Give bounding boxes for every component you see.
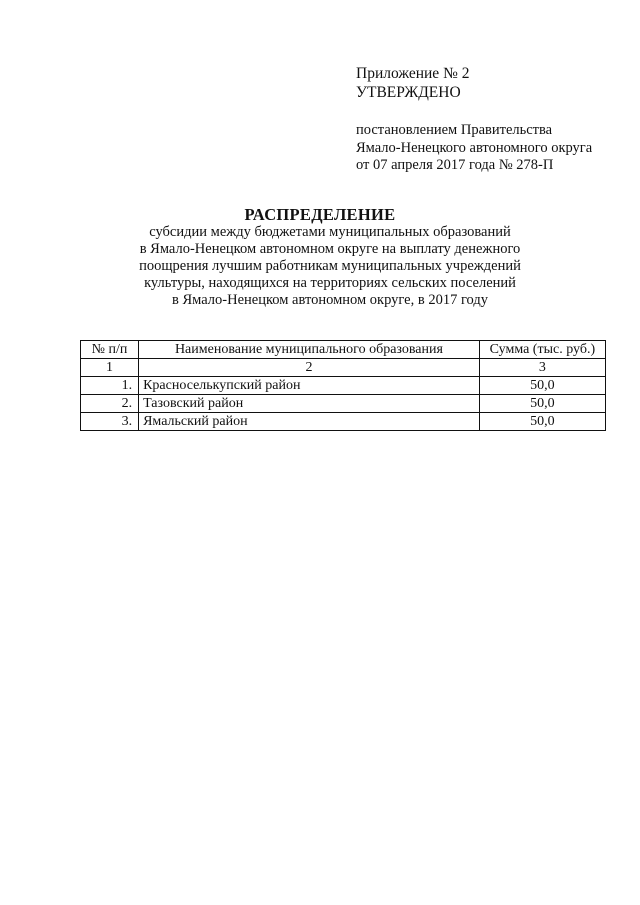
table-header-row xyxy=(81,341,606,359)
index-cell-3: 3 xyxy=(479,359,605,377)
header-num: № п/п xyxy=(81,341,139,359)
decree-line-2: Ямало-Ненецкого автономного округа xyxy=(356,139,593,156)
header-name: Наименование муниципального образования xyxy=(139,341,480,359)
row-sum: 50,0 xyxy=(479,377,605,395)
distribution-table xyxy=(80,340,606,431)
table-row xyxy=(81,413,606,431)
table-row xyxy=(81,395,606,413)
document-title: РАСПРЕДЕЛЕНИЕ xyxy=(244,205,396,224)
subtitle-line-3: поощрения лучшим работникам муниципальных учреждений xyxy=(139,258,521,274)
row-name: Красноселькупский район xyxy=(139,377,480,395)
row-num: 2. xyxy=(81,395,139,413)
appendix-header xyxy=(356,64,606,102)
table-index-row xyxy=(81,359,606,377)
subtitle-line-1: субсидии между бюджетами муниципальных образований xyxy=(149,224,511,240)
decree-reference xyxy=(356,122,616,175)
document-subtitle xyxy=(120,224,540,309)
row-sum: 50,0 xyxy=(479,413,605,431)
approved-label: УТВЕРЖДЕНО xyxy=(356,84,461,101)
header-sum: Сумма (тыс. руб.) xyxy=(479,341,605,359)
row-name: Тазовский район xyxy=(139,395,480,413)
index-cell-1: 1 xyxy=(81,359,139,377)
subtitle-line-4: культуры, находящихся на территориях сельских поселений xyxy=(144,275,516,291)
row-num: 1. xyxy=(81,377,139,395)
row-name: Ямальский район xyxy=(139,413,480,431)
index-cell-2: 2 xyxy=(139,359,480,377)
subtitle-line-2: в Ямало-Ненецком автономном округе на выплату денежного xyxy=(139,241,521,257)
row-sum: 50,0 xyxy=(479,395,605,413)
decree-line-1: постановлением Правительства xyxy=(356,122,553,138)
subtitle-line-5: в Ямало-Ненецком автономном округе, в 2017 году xyxy=(172,292,488,308)
row-num: 3. xyxy=(81,413,139,431)
decree-line-3: от 07 апреля 2017 года № 278-П xyxy=(356,157,554,173)
appendix-number: Приложение № 2 xyxy=(356,65,470,82)
table-row xyxy=(81,377,606,395)
